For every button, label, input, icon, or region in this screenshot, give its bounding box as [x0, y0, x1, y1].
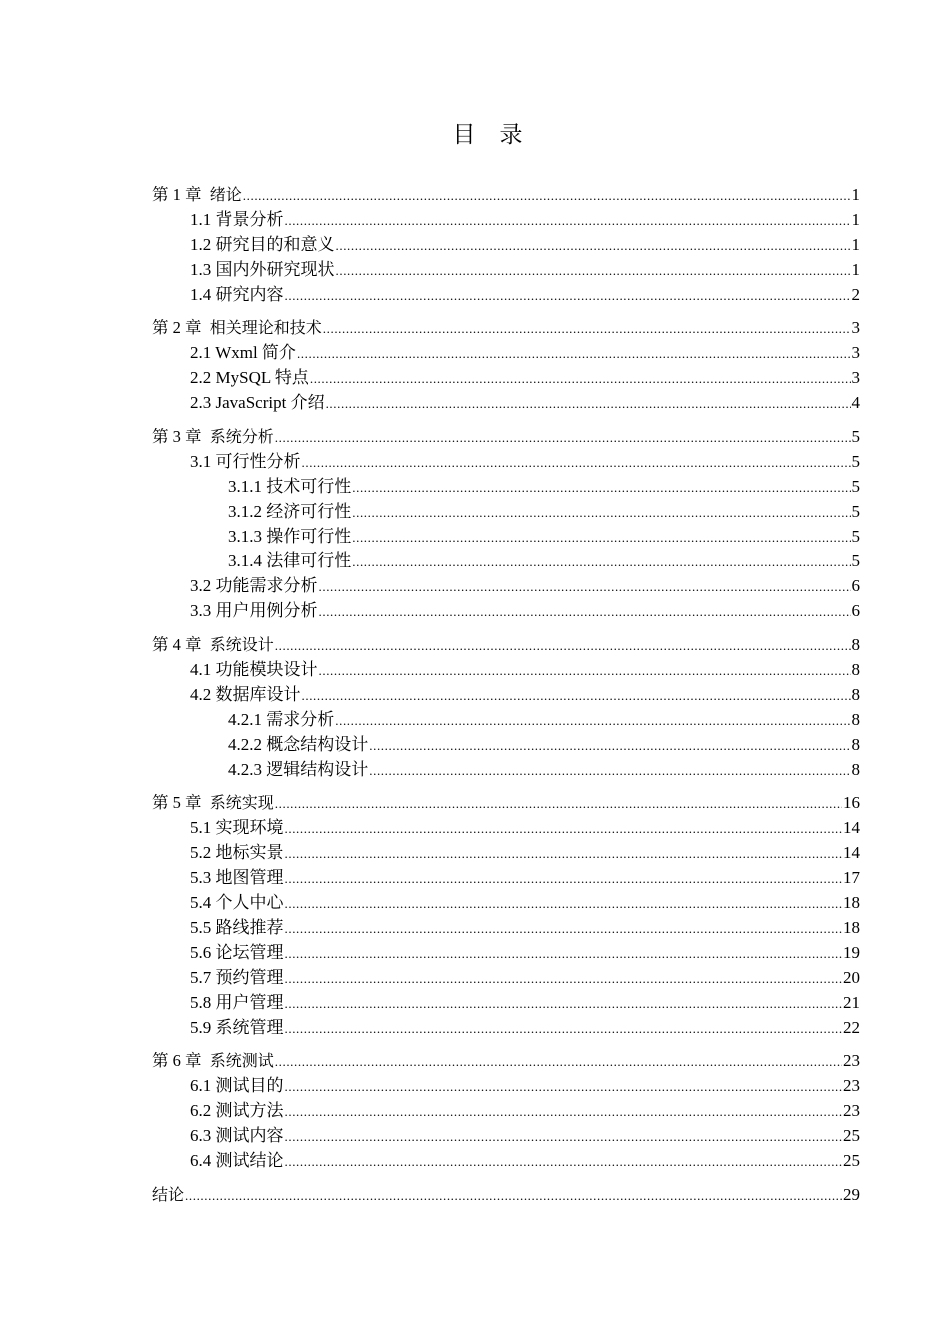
dot-leader [275, 1050, 842, 1074]
section-label: 4.2 数据库设计 [190, 684, 301, 704]
toc-subsection-entry[interactable] [152, 525, 860, 550]
page-number: 22 [843, 1017, 860, 1037]
dot-leader [285, 967, 843, 991]
toc-chapter-entry[interactable] [152, 791, 860, 816]
dot-leader [335, 709, 850, 733]
section-label: 5.5 路线推荐 [190, 917, 284, 937]
toc-chapter-label [152, 425, 274, 450]
dot-leader [352, 476, 850, 500]
dot-leader [297, 342, 851, 366]
toc-chapter-entry[interactable] [152, 183, 860, 208]
section-label: 4.2.1 需求分析 [228, 709, 335, 729]
toc-section-entry[interactable] [152, 1016, 860, 1041]
page-title [0, 118, 950, 152]
section-label: 5.4 个人中心 [190, 893, 284, 913]
toc-chapter-label [152, 1049, 274, 1074]
page-number: 17 [843, 868, 860, 888]
dot-leader [285, 842, 843, 866]
dot-leader [275, 792, 842, 816]
toc-section-entry[interactable] [152, 574, 860, 599]
page-number: 3 [851, 368, 860, 388]
chapter-title: 绪论 [209, 185, 242, 204]
page-number: 6 [851, 576, 860, 596]
toc-section-entry[interactable] [152, 341, 860, 366]
toc-section-entry[interactable] [152, 258, 860, 283]
toc-chapter-entry[interactable] [152, 425, 860, 450]
page-number: 5 [851, 526, 860, 546]
toc-section-entry[interactable] [152, 450, 860, 475]
page-number: 8 [851, 734, 860, 754]
dot-leader [369, 734, 850, 758]
toc-chapter-entry[interactable] [152, 1183, 860, 1208]
page-number: 1 [851, 234, 860, 254]
dot-leader [275, 634, 851, 658]
toc-section-entry[interactable] [152, 658, 860, 683]
dot-leader [243, 184, 851, 208]
toc-chapter-label [152, 791, 274, 816]
dot-leader [302, 451, 851, 475]
dot-leader [285, 817, 843, 841]
section-label: 3.1.4 法律可行性 [228, 551, 352, 571]
page-number: 14 [843, 818, 860, 838]
toc-chapter-group [152, 1049, 860, 1173]
section-label: 5.8 用户管理 [190, 992, 284, 1012]
table-of-contents [152, 183, 860, 1217]
section-label: 3.1.3 操作可行性 [228, 526, 352, 546]
page-number: 8 [851, 684, 860, 704]
dot-leader [285, 917, 843, 941]
section-label: 6.3 测试内容 [190, 1126, 284, 1146]
page-number: 16 [843, 793, 860, 813]
dot-leader [310, 367, 851, 391]
page-number: 8 [851, 709, 860, 729]
page-number: 19 [843, 942, 860, 962]
toc-section-entry[interactable] [152, 683, 860, 708]
dot-leader [285, 867, 843, 891]
chapter-title: 相关理论和技术 [209, 318, 322, 338]
section-label: 2.3 JavaScript 介绍 [190, 393, 325, 413]
chapter-title: 系统分析 [209, 427, 274, 447]
page-number: 1 [851, 185, 860, 204]
section-label: 1.4 研究内容 [190, 284, 284, 304]
dot-leader [285, 209, 851, 233]
toc-subsection-entry[interactable] [152, 708, 860, 733]
dot-leader [319, 600, 851, 624]
toc-chapter-label [152, 633, 274, 658]
chapter-number: 第 1 章 [152, 185, 202, 204]
page-number: 23 [843, 1076, 860, 1096]
dot-leader [185, 1184, 842, 1208]
toc-section-entry[interactable] [152, 841, 860, 866]
section-label: 2.1 Wxml 简介 [190, 343, 296, 363]
toc-section-entry[interactable] [152, 1124, 860, 1149]
toc-section-entry[interactable] [152, 283, 860, 308]
section-label: 6.1 测试目的 [190, 1076, 284, 1096]
page-number: 20 [843, 967, 860, 987]
page-number: 29 [843, 1184, 860, 1204]
section-label: 5.6 论坛管理 [190, 942, 284, 962]
toc-subsection-entry[interactable] [152, 500, 860, 525]
chapter-number: 第 6 章 [152, 1051, 202, 1071]
toc-chapter-entry[interactable] [152, 316, 860, 341]
chapter-title: 系统实现 [209, 793, 274, 813]
toc-section-entry[interactable] [152, 891, 860, 916]
toc-section-entry[interactable] [152, 233, 860, 258]
section-label: 5.7 预约管理 [190, 967, 284, 987]
page-number: 5 [851, 551, 860, 571]
page-number: 3 [851, 318, 860, 338]
toc-section-entry[interactable] [152, 966, 860, 991]
toc-section-entry[interactable] [152, 1149, 860, 1174]
dot-leader [285, 992, 843, 1016]
dot-leader [336, 259, 851, 283]
page-number: 18 [843, 893, 860, 913]
toc-section-entry[interactable] [152, 391, 860, 416]
section-label: 6.4 测试结论 [190, 1150, 284, 1170]
toc-section-entry[interactable] [152, 599, 860, 624]
section-label: 3.3 用户用例分析 [190, 601, 318, 621]
page-number: 23 [843, 1051, 860, 1071]
section-label: 3.1 可行性分析 [190, 451, 301, 471]
chapter-number: 第 3 章 [152, 427, 202, 447]
section-label: 2.2 MySQL 特点 [190, 368, 309, 388]
page-number: 5 [851, 427, 860, 447]
page-number: 8 [851, 759, 860, 779]
toc-chapter-entry[interactable] [152, 633, 860, 658]
toc-chapter-label [152, 183, 242, 208]
toc-section-entry[interactable] [152, 816, 860, 841]
dot-leader [302, 684, 851, 708]
section-label: 1.3 国内外研究现状 [190, 259, 335, 279]
section-label: 3.1.2 经济可行性 [228, 501, 352, 521]
toc-subsection-entry[interactable] [152, 549, 860, 574]
title-char-left: 目 [452, 122, 476, 148]
page-number: 6 [851, 601, 860, 621]
toc-chapter-group [152, 183, 860, 307]
section-label: 3.2 功能需求分析 [190, 576, 318, 596]
section-label: 5.1 实现环境 [190, 818, 284, 838]
toc-section-entry[interactable] [152, 208, 860, 233]
dot-leader [352, 526, 850, 550]
toc-section-entry[interactable] [152, 916, 860, 941]
page-number: 14 [843, 843, 860, 863]
chapter-title: 系统设计 [209, 635, 274, 655]
page-number: 1 [851, 259, 860, 279]
chapter-title: 系统测试 [209, 1051, 274, 1071]
dot-leader [275, 426, 851, 450]
page-number: 8 [851, 660, 860, 680]
toc-chapter-label [152, 316, 322, 341]
page-number: 5 [851, 476, 860, 496]
toc-subsection-entry[interactable] [152, 475, 860, 500]
toc-section-entry[interactable] [152, 1074, 860, 1099]
section-label: 3.1.1 技术可行性 [228, 476, 352, 496]
dot-leader [352, 550, 850, 574]
page-number: 25 [843, 1150, 860, 1170]
section-label: 4.1 功能模块设计 [190, 660, 318, 680]
section-label: 4.2.2 概念结构设计 [228, 734, 369, 754]
section-label: 1.2 研究目的和意义 [190, 234, 335, 254]
dot-leader [285, 284, 851, 308]
toc-chapter-group [152, 316, 860, 416]
page-number: 8 [851, 635, 860, 655]
dot-leader [319, 659, 851, 683]
chapter-title: 结论 [152, 1184, 185, 1204]
toc-section-entry[interactable] [152, 941, 860, 966]
toc-chapter-group [152, 425, 860, 624]
dot-leader [352, 501, 850, 525]
section-label: 5.2 地标实景 [190, 843, 284, 863]
dot-leader [285, 942, 843, 966]
toc-chapter-group [152, 633, 860, 782]
dot-leader [319, 575, 851, 599]
section-label: 5.9 系统管理 [190, 1017, 284, 1037]
page-number: 5 [851, 451, 860, 471]
section-label: 4.2.3 逻辑结构设计 [228, 759, 369, 779]
toc-section-entry[interactable] [152, 866, 860, 891]
toc-section-entry[interactable] [152, 991, 860, 1016]
dot-leader [336, 234, 851, 258]
toc-chapter-group [152, 1183, 860, 1208]
page-number: 23 [843, 1101, 860, 1121]
dot-leader [285, 1125, 843, 1149]
page-number: 2 [851, 284, 860, 304]
dot-leader [323, 317, 851, 341]
section-label: 6.2 测试方法 [190, 1101, 284, 1121]
dot-leader [326, 392, 851, 416]
chapter-number: 第 4 章 [152, 635, 202, 655]
page-number: 4 [851, 393, 860, 413]
toc-subsection-entry[interactable] [152, 733, 860, 758]
toc-subsection-entry[interactable] [152, 758, 860, 783]
title-char-right: 录 [499, 122, 523, 148]
dot-leader [369, 759, 850, 783]
page-number: 1 [851, 209, 860, 229]
page-number: 21 [843, 992, 860, 1012]
toc-chapter-entry[interactable] [152, 1049, 860, 1074]
toc-chapter-group [152, 791, 860, 1040]
toc-section-entry[interactable] [152, 1099, 860, 1124]
page-number: 18 [843, 917, 860, 937]
page-number: 5 [851, 501, 860, 521]
toc-chapter-label [152, 1183, 184, 1208]
dot-leader [285, 1100, 843, 1124]
page-number: 3 [851, 343, 860, 363]
chapter-number: 第 2 章 [152, 318, 202, 338]
toc-section-entry[interactable] [152, 366, 860, 391]
dot-leader [285, 1075, 843, 1099]
page-number: 25 [843, 1126, 860, 1146]
chapter-number: 第 5 章 [152, 793, 202, 813]
section-label: 5.3 地图管理 [190, 868, 284, 888]
section-label: 1.1 背景分析 [190, 209, 284, 229]
dot-leader [285, 892, 843, 916]
dot-leader [285, 1017, 843, 1041]
dot-leader [285, 1150, 843, 1174]
